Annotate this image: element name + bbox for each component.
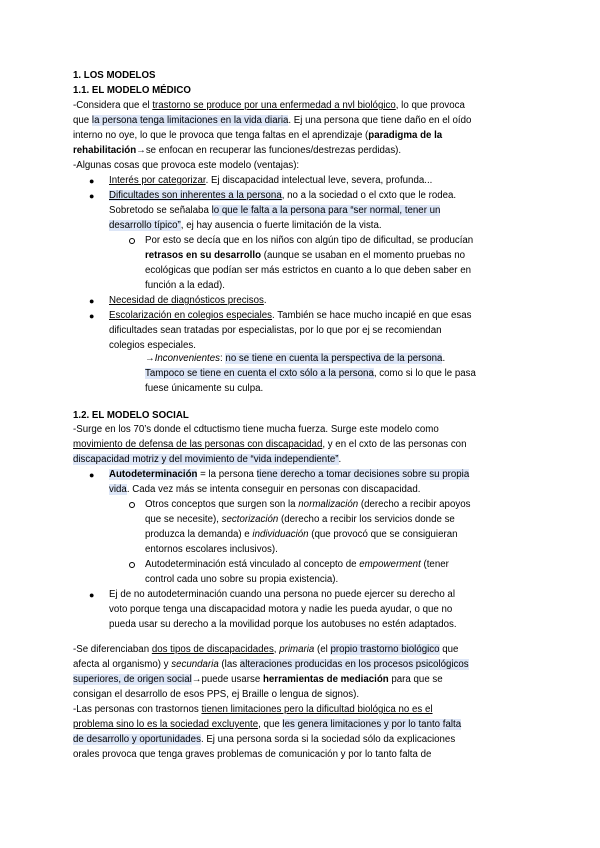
bullet-icon: ● (89, 296, 95, 306)
bullet-icon: ● (89, 590, 95, 600)
sub-list-item: Por esto se decía que en los niños con algún tipo de dificultad, se producían (145, 235, 474, 246)
bullet-icon: ● (89, 191, 95, 201)
paragraph-line: -Se diferenciaban dos tipos de discapacidades, primaria (el propio trastorno biológico que (73, 644, 459, 655)
paragraph-line: afecta al organismo) y secundaria (las alteraciones producidas en los procesos psicológicos (73, 659, 469, 670)
paragraph-line: orales provoca que tenga graves problemas de comunicación y por lo tanto falta de (73, 749, 432, 760)
paragraph-line: problema sino lo es la sociedad excluyente, que les genera limitaciones y por lo tanto falta (73, 719, 462, 730)
list-item-line: desarrollo típico”, ej hay ausencia o fuerte limitación de la vista. (109, 220, 382, 231)
paragraph-line: interno no oye, lo que le provoca que tenga faltas en el aprendizaje (paradigma de la (73, 130, 443, 141)
paragraph-line: -Considera que el trastorno se produce por una enfermedad a nvl biológico, lo que provoca (73, 100, 465, 111)
inconvenientes-note-line: Tampoco se tiene en cuenta el cxto sólo a la persona, como si lo que le pasa (145, 368, 476, 379)
paragraph-line: -Surge en los 70’s donde el cdtuctismo tiene mucha fuerza. Surge este modelo como (73, 424, 439, 435)
sub-list-item-line: entornos escolares inclusivos). (145, 544, 278, 555)
sub-list-item-line: que se necesite), sectorización (derecho a recibir los servicios donde se (145, 514, 455, 525)
list-item-line: dificultades sean tratadas por especialistas, por lo que por ej se recomiendan (109, 325, 442, 336)
paragraph-line: discapacidad motriz y del movimiento de “vida independiente”. (73, 454, 342, 465)
list-item-line: voto porque tenga una discapacidad motora y nadie les pueda ayudar, o que no (109, 604, 453, 615)
sub-list-item-line: retrasos en su desarrollo (aunque se usaban en el momento pruebas no (145, 250, 466, 261)
heading-main: 1. LOS MODELOS (73, 70, 156, 81)
list-item-line: Sobretodo se señalaba lo que le falta a la persona para “ser normal, tener un (109, 205, 441, 216)
sub-list-item-line: produzca la demanda) e individuación (que provocó que se consiguieran (145, 529, 458, 540)
inconvenientes-note-line: fuese únicamente su culpa. (145, 383, 264, 394)
paragraph-line: -Las personas con trastornos tienen limitaciones pero la dificultad biológica no es el (73, 704, 433, 715)
list-item: Escolarización en colegios especiales. También se hace mucho incapié en que esas (109, 310, 472, 321)
list-item: Autodeterminación = la persona tiene derecho a tomar decisiones sobre su propia (109, 469, 470, 480)
list-item-line: pueda usar su derecho a la movilidad porque los autobuses no estén adaptados. (109, 619, 457, 630)
list-item: Interés por categorizar. Ej discapacidad intelectual leve, severa, profunda... (109, 175, 433, 186)
sub-list-item-line: función a la edad). (145, 280, 225, 291)
bullet-icon: ● (89, 470, 95, 480)
section-2-title: 1.2. EL MODELO SOCIAL (73, 410, 189, 421)
sub-bullet-icon (129, 502, 135, 508)
sub-bullet-icon (129, 238, 135, 244)
list-item: Necesidad de diagnósticos precisos. (109, 295, 267, 306)
sub-list-item-line: ecológicas que podían ser más estrictos en cuanto a lo que deben saber en (145, 265, 472, 276)
section-1-title: 1.1. EL MODELO MÉDICO (73, 85, 191, 96)
paragraph-line: superiores, de origen social→puede usarse herramientas de mediación para que se (73, 674, 443, 685)
sub-list-item: Autodeterminación está vinculado al concepto de empowerment (tener (145, 559, 449, 570)
sub-bullet-icon (129, 562, 135, 568)
list-item-line: colegios especiales. (109, 340, 196, 351)
list-item: Ej de no autodeterminación cuando una persona no puede ejercer su derecho al (109, 589, 455, 600)
paragraph-line: -Algunas cosas que provoca este modelo (ventajas): (73, 160, 300, 171)
paragraph-line: movimiento de defensa de las personas con discapacidad, y en el cxto de las personas con (73, 439, 467, 450)
list-item: Dificultades son inherentes a la persona, no a la sociedad o el cxto que le rodea. (109, 190, 457, 201)
inconvenientes-note: →Inconvenientes: no se tiene en cuenta la perspectiva de la persona. (145, 353, 446, 364)
paragraph-line: consigan el desarrollo de esos PPS, ej Braille o lengua de signos). (73, 689, 360, 700)
paragraph-line: de desarrollo y oportunidades. Ej una persona sorda si la sociedad sólo da explicaciones (73, 734, 456, 745)
list-item-line: vida. Cada vez más se intenta conseguir en personas con discapacidad. (109, 484, 421, 495)
bullet-icon: ● (89, 311, 95, 321)
bullet-icon: ● (89, 176, 95, 186)
paragraph-line: rehabilitación→se enfocan en recuperar las funciones/destrezas perdidas). (73, 145, 402, 156)
paragraph-line: que la persona tenga limitaciones en la vida diaria. Ej una persona que tiene daño en el oído (73, 115, 472, 126)
sub-list-item-line: control cada uno sobre su propia existencia). (145, 574, 339, 585)
sub-list-item: Otros conceptos que surgen son la normalización (derecho a recibir apoyos (145, 499, 471, 510)
